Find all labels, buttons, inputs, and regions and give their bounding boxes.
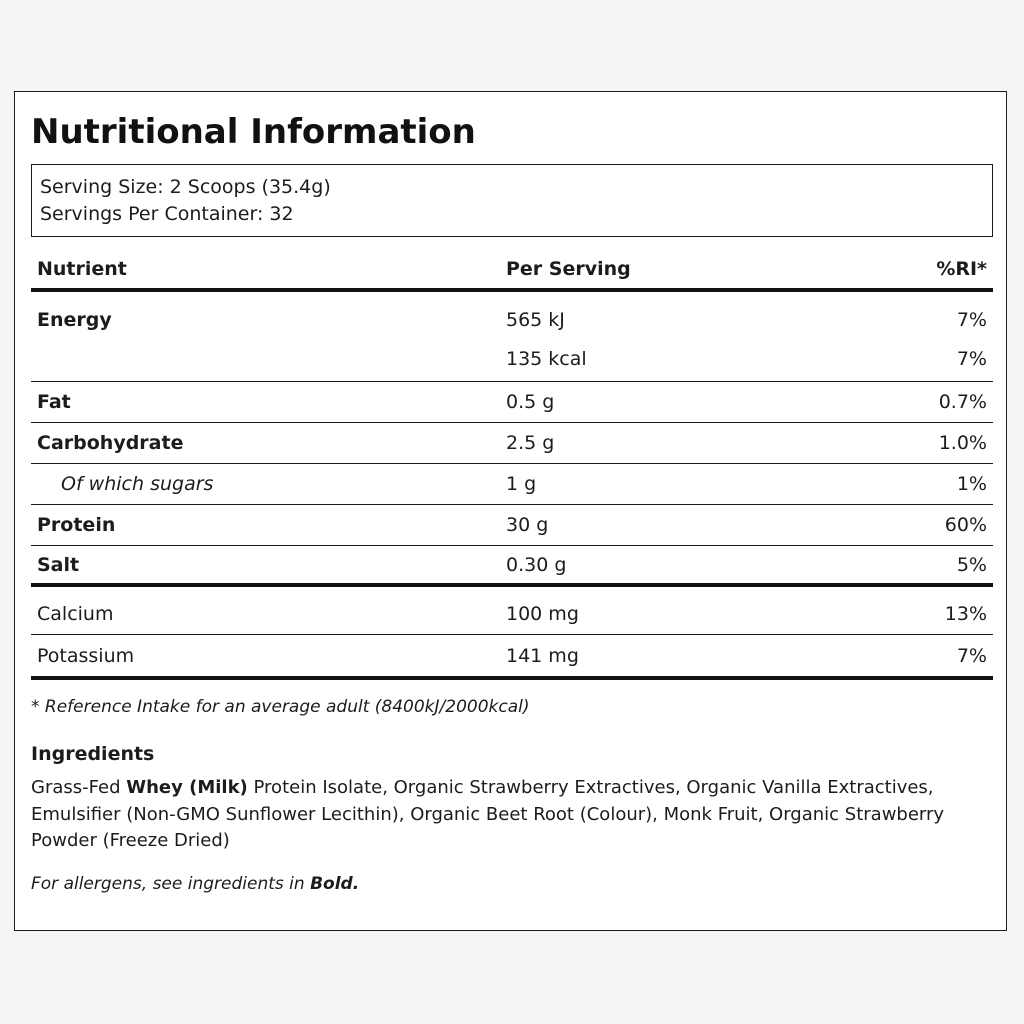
energy-kcal-ri: 7% [956,348,987,370]
nutrient-name: Fat [37,391,71,413]
nutrient-name: Protein [37,514,116,536]
allergen-note-bold: Bold. [310,874,360,894]
servings-per-container: Servings Per Container: 32 [40,203,294,225]
table-row-salt [31,546,993,587]
nutrient-name: Of which sugars [61,473,214,495]
nutrient-name: Salt [37,553,80,576]
ingredients-prefix: Grass-Fed [31,777,127,798]
nutrition-panel [14,91,1007,931]
energy-kj: 565 kJ [506,309,565,331]
ingredients-rest: Protein Isolate, Organic Strawberry Extractives, Organic Vanilla Extractives, Emulsifier (Non-GMO Sunflower Lecithin), Organic Beet Root (Colour), Monk Fruit, Organic Strawberry Powder (Freeze Dried) [31,777,945,851]
table-row-potassium [31,635,993,680]
per-serving-value: 0.5 g [506,391,555,413]
table-row-protein [31,505,993,546]
page-title: Nutritional Information [31,112,476,152]
header-ri: %RI* [936,257,987,280]
ri-value: 1.0% [938,432,987,454]
nutrition-table [31,249,993,680]
ingredients-heading: Ingredients [31,743,155,765]
table-row-energy [31,292,993,382]
per-serving-value: 2.5 g [506,432,555,454]
allergen-note [31,874,359,894]
ingredients-text [31,775,991,855]
nutrient-name: Potassium [37,644,135,667]
table-row-sugars [31,464,993,505]
ri-value: 5% [956,553,987,576]
header-per-serving: Per Serving [506,257,631,280]
per-serving-value: 0.30 g [506,553,567,576]
ri-value: 13% [944,602,987,625]
per-serving-value: 1 g [506,473,537,495]
per-serving-value: 100 mg [506,602,579,625]
ri-value: 7% [956,644,987,667]
reference-intake-note: * Reference Intake for an average adult (8400kJ/2000kcal) [31,697,530,717]
ri-value: 60% [944,514,987,536]
table-row-carbohydrate [31,423,993,464]
allergen-note-text: For allergens, see ingredients in [31,874,311,894]
allergen-ingredient: Whey (Milk) [126,777,248,798]
serving-size: Serving Size: 2 Scoops (35.4g) [40,176,331,198]
nutrient-name: Calcium [37,602,114,625]
ri-value: 1% [956,473,987,495]
nutrient-name: Energy [37,309,112,331]
table-row-calcium [31,587,993,635]
table-header-row [31,249,993,292]
nutrient-name: Carbohydrate [37,432,184,454]
ri-value: 0.7% [938,391,987,413]
energy-kj-ri: 7% [956,309,987,331]
per-serving-value: 141 mg [506,644,579,667]
table-row-fat [31,382,993,423]
header-nutrient: Nutrient [37,257,127,280]
energy-kcal: 135 kcal [506,348,587,370]
per-serving-value: 30 g [506,514,549,536]
serving-info-box [31,164,993,237]
